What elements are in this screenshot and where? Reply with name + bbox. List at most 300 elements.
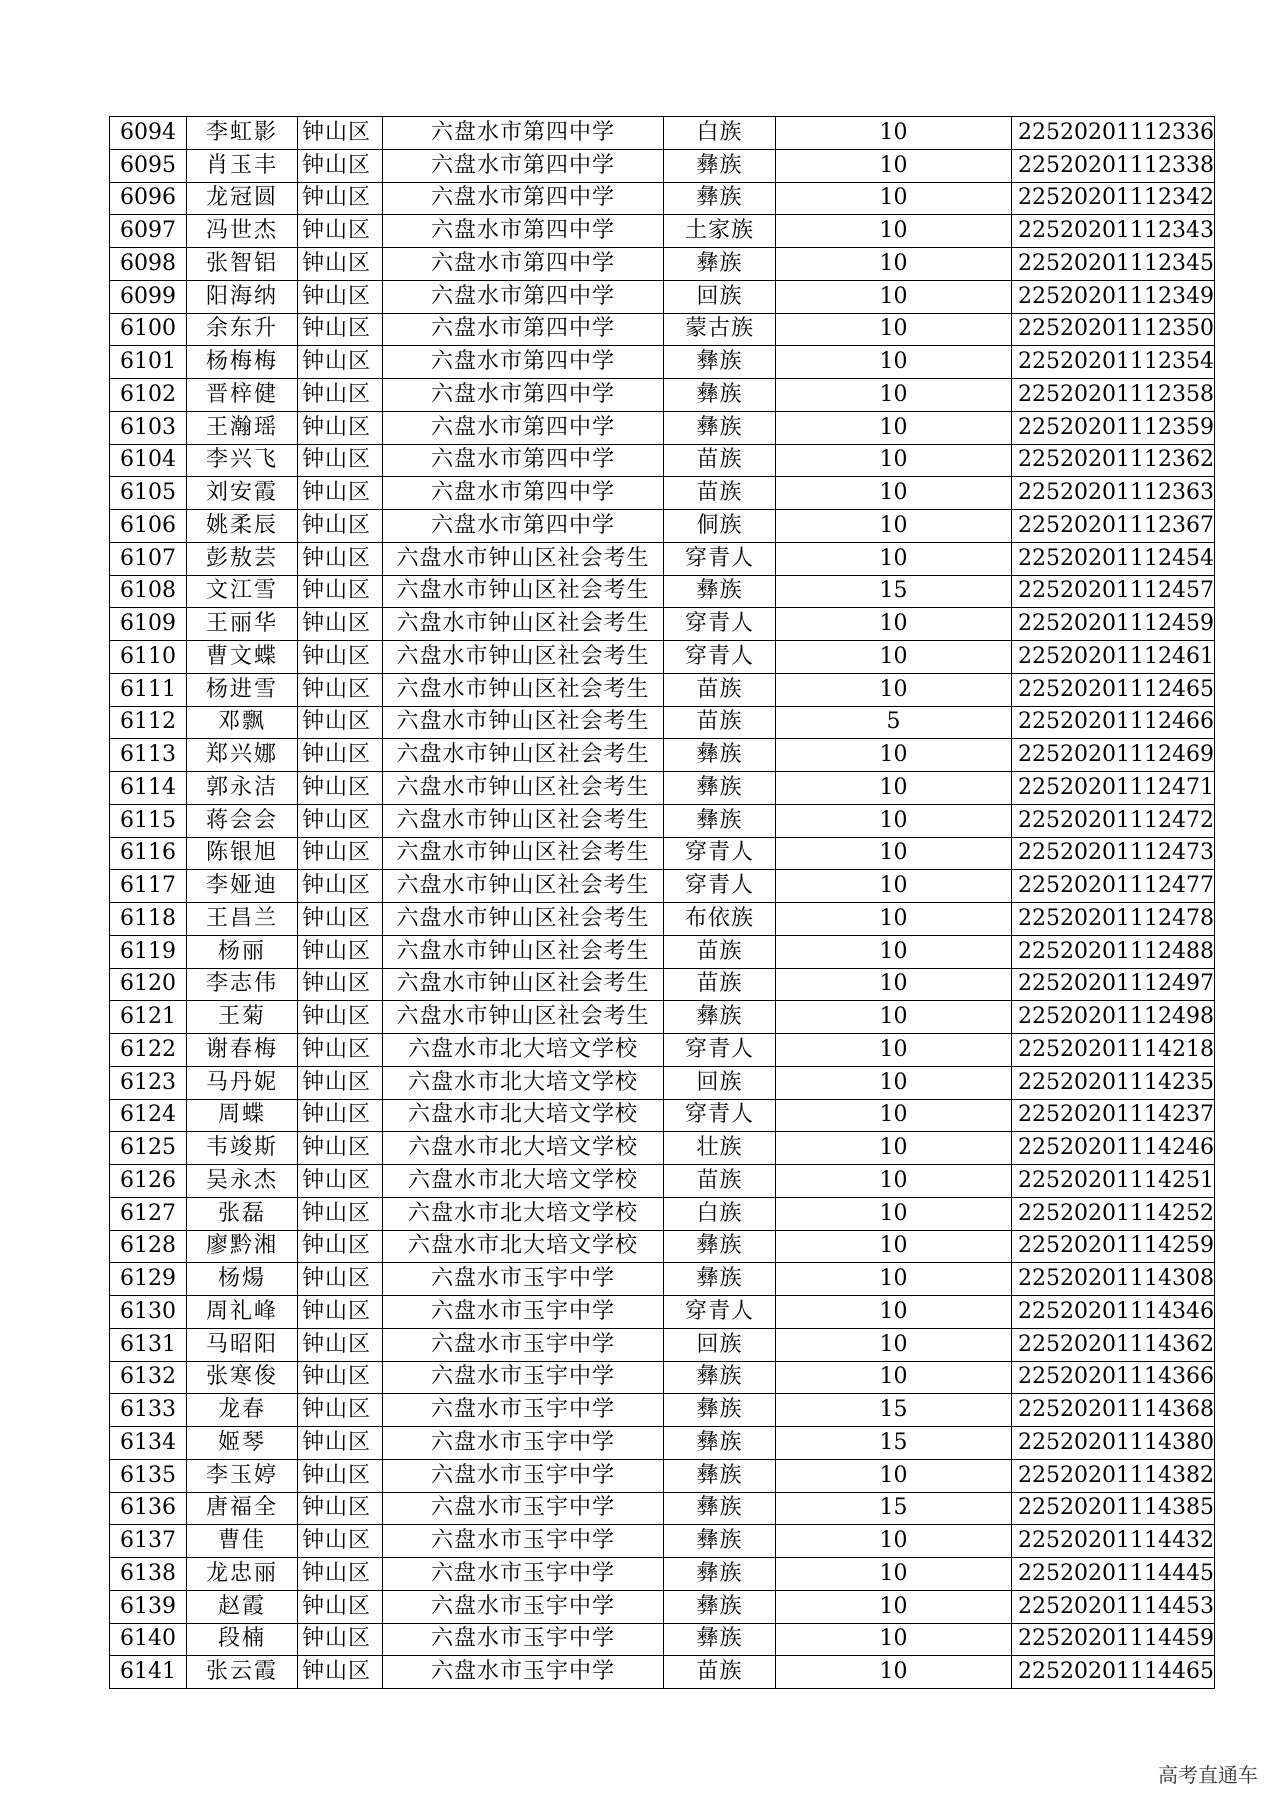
ethnicity-cell: 彝族 [664,1525,776,1558]
school-cell: 六盘水市钟山区社会考生 [383,542,664,575]
name-cell: 郑兴娜 [187,739,298,772]
school-cell: 六盘水市钟山区社会考生 [383,870,664,903]
school-cell: 六盘水市玉宇中学 [383,1394,664,1427]
school-cell: 六盘水市北大培文学校 [383,1034,664,1067]
score-cell: 10 [776,510,1012,543]
ethnicity-cell: 白族 [664,1197,776,1230]
exam-number-cell: 22520201112497 [1012,968,1215,1001]
name-cell: 陈银旭 [187,837,298,870]
exam-number-cell: 22520201112459 [1012,608,1215,641]
table-row [110,1165,1215,1198]
seq-cell: 6097 [110,215,187,248]
district-cell: 钟山区 [298,1525,383,1558]
exam-number-cell: 22520201112359 [1012,411,1215,444]
table-row [110,215,1215,248]
district-cell: 钟山区 [298,1328,383,1361]
school-cell: 六盘水市钟山区社会考生 [383,673,664,706]
school-cell: 六盘水市第四中学 [383,411,664,444]
table-row [110,1525,1215,1558]
table-row [110,772,1215,805]
exam-number-cell: 22520201112469 [1012,739,1215,772]
school-cell: 六盘水市钟山区社会考生 [383,1001,664,1034]
name-cell: 肖玉丰 [187,149,298,182]
ethnicity-cell: 苗族 [664,935,776,968]
school-cell: 六盘水市玉宇中学 [383,1427,664,1460]
seq-cell: 6115 [110,804,187,837]
score-cell: 10 [776,870,1012,903]
score-cell: 10 [776,444,1012,477]
table-row [110,608,1215,641]
name-cell: 马丹妮 [187,1066,298,1099]
score-cell: 10 [776,1165,1012,1198]
name-cell: 曹文蝶 [187,641,298,674]
score-cell: 10 [776,1034,1012,1067]
name-cell: 张智铝 [187,248,298,281]
seq-cell: 6099 [110,280,187,313]
district-cell: 钟山区 [298,149,383,182]
score-cell: 10 [776,673,1012,706]
exam-number-cell: 22520201112457 [1012,575,1215,608]
name-cell: 杨煬 [187,1263,298,1296]
district-cell: 钟山区 [298,411,383,444]
table-row [110,1328,1215,1361]
ethnicity-cell: 穿青人 [664,641,776,674]
exam-number-cell: 22520201112363 [1012,477,1215,510]
school-cell: 六盘水市第四中学 [383,444,664,477]
district-cell: 钟山区 [298,346,383,379]
exam-number-cell: 22520201112343 [1012,215,1215,248]
ethnicity-cell: 苗族 [664,444,776,477]
exam-number-cell: 22520201112465 [1012,673,1215,706]
district-cell: 钟山区 [298,215,383,248]
school-cell: 六盘水市第四中学 [383,313,664,346]
name-cell: 龙忠丽 [187,1558,298,1591]
score-cell: 10 [776,149,1012,182]
score-cell: 10 [776,1296,1012,1329]
exam-number-cell: 22520201112345 [1012,248,1215,281]
school-cell: 六盘水市第四中学 [383,182,664,215]
district-cell: 钟山区 [298,1263,383,1296]
exam-number-cell: 22520201112350 [1012,313,1215,346]
district-cell: 钟山区 [298,1394,383,1427]
name-cell: 王菊 [187,1001,298,1034]
name-cell: 周礼峰 [187,1296,298,1329]
ethnicity-cell: 彝族 [664,1590,776,1623]
table-row [110,379,1215,412]
seq-cell: 6114 [110,772,187,805]
school-cell: 六盘水市玉宇中学 [383,1590,664,1623]
name-cell: 李虹影 [187,117,298,150]
exam-number-cell: 22520201114259 [1012,1230,1215,1263]
exam-number-cell: 22520201114235 [1012,1066,1215,1099]
district-cell: 钟山区 [298,182,383,215]
district-cell: 钟山区 [298,1132,383,1165]
name-cell: 李娅迪 [187,870,298,903]
table-row [110,1361,1215,1394]
table-row [110,1558,1215,1591]
school-cell: 六盘水市第四中学 [383,149,664,182]
table-row [110,673,1215,706]
score-cell: 10 [776,1623,1012,1656]
ethnicity-cell: 蒙古族 [664,313,776,346]
seq-cell: 6106 [110,510,187,543]
score-cell: 10 [776,1099,1012,1132]
exam-number-cell: 22520201112354 [1012,346,1215,379]
ethnicity-cell: 穿青人 [664,1296,776,1329]
exam-number-cell: 22520201114368 [1012,1394,1215,1427]
score-cell: 10 [776,1361,1012,1394]
ethnicity-cell: 回族 [664,1328,776,1361]
table-row [110,477,1215,510]
table-row [110,1001,1215,1034]
seq-cell: 6136 [110,1492,187,1525]
score-cell: 10 [776,1525,1012,1558]
school-cell: 六盘水市钟山区社会考生 [383,903,664,936]
table-row [110,1459,1215,1492]
table-row [110,1263,1215,1296]
exam-number-cell: 22520201112478 [1012,903,1215,936]
name-cell: 彭敖芸 [187,542,298,575]
score-cell: 10 [776,1590,1012,1623]
exam-number-cell: 22520201114366 [1012,1361,1215,1394]
ethnicity-cell: 彝族 [664,804,776,837]
table-row [110,510,1215,543]
exam-number-cell: 22520201114251 [1012,1165,1215,1198]
score-cell: 10 [776,1132,1012,1165]
ethnicity-cell: 彝族 [664,411,776,444]
seq-cell: 6125 [110,1132,187,1165]
name-cell: 段楠 [187,1623,298,1656]
school-cell: 六盘水市第四中学 [383,280,664,313]
exam-number-cell: 22520201112367 [1012,510,1215,543]
seq-cell: 6100 [110,313,187,346]
ethnicity-cell: 穿青人 [664,608,776,641]
school-cell: 六盘水市玉宇中学 [383,1459,664,1492]
roster-table [109,116,1215,1689]
score-cell: 10 [776,772,1012,805]
name-cell: 晋梓健 [187,379,298,412]
school-cell: 六盘水市第四中学 [383,510,664,543]
seq-cell: 6135 [110,1459,187,1492]
exam-number-cell: 22520201112488 [1012,935,1215,968]
exam-number-cell: 22520201114308 [1012,1263,1215,1296]
seq-cell: 6113 [110,739,187,772]
score-cell: 10 [776,935,1012,968]
name-cell: 杨丽 [187,935,298,968]
seq-cell: 6118 [110,903,187,936]
seq-cell: 6107 [110,542,187,575]
name-cell: 李志伟 [187,968,298,1001]
seq-cell: 6098 [110,248,187,281]
exam-number-cell: 22520201114246 [1012,1132,1215,1165]
school-cell: 六盘水市第四中学 [383,215,664,248]
seq-cell: 6096 [110,182,187,215]
school-cell: 六盘水市玉宇中学 [383,1525,664,1558]
score-cell: 10 [776,477,1012,510]
score-cell: 10 [776,968,1012,1001]
name-cell: 张寒俊 [187,1361,298,1394]
name-cell: 刘安霞 [187,477,298,510]
table-row [110,346,1215,379]
score-cell: 10 [776,837,1012,870]
table-row [110,1394,1215,1427]
name-cell: 文江雪 [187,575,298,608]
score-cell: 15 [776,575,1012,608]
table-row [110,280,1215,313]
district-cell: 钟山区 [298,542,383,575]
exam-number-cell: 22520201112338 [1012,149,1215,182]
name-cell: 阳海纳 [187,280,298,313]
ethnicity-cell: 彝族 [664,739,776,772]
district-cell: 钟山区 [298,968,383,1001]
ethnicity-cell: 彝族 [664,182,776,215]
score-cell: 10 [776,1197,1012,1230]
name-cell: 张磊 [187,1197,298,1230]
school-cell: 六盘水市第四中学 [383,248,664,281]
exam-number-cell: 22520201114252 [1012,1197,1215,1230]
name-cell: 李兴飞 [187,444,298,477]
exam-number-cell: 22520201112471 [1012,772,1215,805]
seq-cell: 6101 [110,346,187,379]
score-cell: 10 [776,313,1012,346]
exam-number-cell: 22520201114385 [1012,1492,1215,1525]
table-row [110,804,1215,837]
name-cell: 蒋会会 [187,804,298,837]
seq-cell: 6110 [110,641,187,674]
seq-cell: 6095 [110,149,187,182]
table-row [110,739,1215,772]
score-cell: 10 [776,804,1012,837]
school-cell: 六盘水市第四中学 [383,379,664,412]
school-cell: 六盘水市第四中学 [383,477,664,510]
seq-cell: 6121 [110,1001,187,1034]
district-cell: 钟山区 [298,1558,383,1591]
table-row [110,870,1215,903]
exam-number-cell: 22520201112349 [1012,280,1215,313]
district-cell: 钟山区 [298,1459,383,1492]
district-cell: 钟山区 [298,837,383,870]
district-cell: 钟山区 [298,804,383,837]
score-cell: 10 [776,1656,1012,1689]
ethnicity-cell: 彝族 [664,1427,776,1460]
school-cell: 六盘水市玉宇中学 [383,1492,664,1525]
ethnicity-cell: 彝族 [664,575,776,608]
name-cell: 杨进雪 [187,673,298,706]
school-cell: 六盘水市钟山区社会考生 [383,935,664,968]
seq-cell: 6103 [110,411,187,444]
score-cell: 10 [776,608,1012,641]
school-cell: 六盘水市钟山区社会考生 [383,772,664,805]
table-row [110,1427,1215,1460]
district-cell: 钟山区 [298,1492,383,1525]
seq-cell: 6139 [110,1590,187,1623]
name-cell: 邓飘 [187,706,298,739]
school-cell: 六盘水市北大培文学校 [383,1230,664,1263]
school-cell: 六盘水市北大培文学校 [383,1165,664,1198]
district-cell: 钟山区 [298,935,383,968]
score-cell: 5 [776,706,1012,739]
score-cell: 10 [776,280,1012,313]
school-cell: 六盘水市第四中学 [383,117,664,150]
seq-cell: 6134 [110,1427,187,1460]
ethnicity-cell: 穿青人 [664,1099,776,1132]
seq-cell: 6141 [110,1656,187,1689]
district-cell: 钟山区 [298,1656,383,1689]
ethnicity-cell: 彝族 [664,1492,776,1525]
school-cell: 六盘水市北大培文学校 [383,1099,664,1132]
ethnicity-cell: 穿青人 [664,542,776,575]
table-row [110,706,1215,739]
seq-cell: 6122 [110,1034,187,1067]
score-cell: 10 [776,1263,1012,1296]
ethnicity-cell: 苗族 [664,477,776,510]
table-row [110,1623,1215,1656]
table-row [110,1590,1215,1623]
exam-number-cell: 22520201112342 [1012,182,1215,215]
exam-number-cell: 22520201114218 [1012,1034,1215,1067]
district-cell: 钟山区 [298,1296,383,1329]
name-cell: 龙冠圆 [187,182,298,215]
ethnicity-cell: 苗族 [664,673,776,706]
exam-number-cell: 22520201112498 [1012,1001,1215,1034]
seq-cell: 6102 [110,379,187,412]
table-row [110,1296,1215,1329]
district-cell: 钟山区 [298,1361,383,1394]
name-cell: 马昭阳 [187,1328,298,1361]
name-cell: 王昌兰 [187,903,298,936]
ethnicity-cell: 苗族 [664,1165,776,1198]
exam-number-cell: 22520201112472 [1012,804,1215,837]
score-cell: 10 [776,346,1012,379]
name-cell: 郭永洁 [187,772,298,805]
table-row [110,1492,1215,1525]
roster-body [110,117,1215,1689]
name-cell: 曹佳 [187,1525,298,1558]
name-cell: 张云霞 [187,1656,298,1689]
district-cell: 钟山区 [298,706,383,739]
table-row [110,641,1215,674]
ethnicity-cell: 侗族 [664,510,776,543]
name-cell: 龙春 [187,1394,298,1427]
district-cell: 钟山区 [298,870,383,903]
ethnicity-cell: 彝族 [664,1394,776,1427]
school-cell: 六盘水市玉宇中学 [383,1656,664,1689]
district-cell: 钟山区 [298,673,383,706]
seq-cell: 6138 [110,1558,187,1591]
exam-number-cell: 22520201114380 [1012,1427,1215,1460]
ethnicity-cell: 回族 [664,280,776,313]
ethnicity-cell: 回族 [664,1066,776,1099]
seq-cell: 6119 [110,935,187,968]
table-row [110,1656,1215,1689]
exam-number-cell: 22520201112358 [1012,379,1215,412]
table-row [110,313,1215,346]
exam-number-cell: 22520201114459 [1012,1623,1215,1656]
ethnicity-cell: 穿青人 [664,837,776,870]
district-cell: 钟山区 [298,280,383,313]
seq-cell: 6108 [110,575,187,608]
seq-cell: 6104 [110,444,187,477]
score-cell: 10 [776,1230,1012,1263]
school-cell: 六盘水市北大培文学校 [383,1066,664,1099]
district-cell: 钟山区 [298,1427,383,1460]
ethnicity-cell: 彝族 [664,1459,776,1492]
district-cell: 钟山区 [298,608,383,641]
district-cell: 钟山区 [298,379,383,412]
exam-number-cell: 22520201114382 [1012,1459,1215,1492]
ethnicity-cell: 穿青人 [664,1034,776,1067]
school-cell: 六盘水市钟山区社会考生 [383,804,664,837]
name-cell: 李玉婷 [187,1459,298,1492]
score-cell: 15 [776,1492,1012,1525]
exam-number-cell: 22520201114445 [1012,1558,1215,1591]
score-cell: 10 [776,248,1012,281]
ethnicity-cell: 彝族 [664,1230,776,1263]
seq-cell: 6131 [110,1328,187,1361]
ethnicity-cell: 苗族 [664,706,776,739]
district-cell: 钟山区 [298,1066,383,1099]
school-cell: 六盘水市钟山区社会考生 [383,739,664,772]
exam-number-cell: 22520201112466 [1012,706,1215,739]
seq-cell: 6105 [110,477,187,510]
exam-number-cell: 22520201112477 [1012,870,1215,903]
exam-number-cell: 22520201114453 [1012,1590,1215,1623]
ethnicity-cell: 彝族 [664,1623,776,1656]
school-cell: 六盘水市玉宇中学 [383,1361,664,1394]
district-cell: 钟山区 [298,903,383,936]
watermark: 高考直通车 [1158,1763,1258,1787]
seq-cell: 6126 [110,1165,187,1198]
table-row [110,935,1215,968]
score-cell: 15 [776,1427,1012,1460]
district-cell: 钟山区 [298,1034,383,1067]
ethnicity-cell: 彝族 [664,1001,776,1034]
table-row [110,903,1215,936]
score-cell: 10 [776,739,1012,772]
exam-number-cell: 22520201114362 [1012,1328,1215,1361]
score-cell: 10 [776,903,1012,936]
score-cell: 10 [776,117,1012,150]
score-cell: 10 [776,641,1012,674]
ethnicity-cell: 布依族 [664,903,776,936]
exam-number-cell: 22520201112336 [1012,117,1215,150]
ethnicity-cell: 彝族 [664,248,776,281]
exam-number-cell: 22520201114432 [1012,1525,1215,1558]
name-cell: 冯世杰 [187,215,298,248]
table-row [110,1066,1215,1099]
table-row [110,837,1215,870]
name-cell: 杨梅梅 [187,346,298,379]
school-cell: 六盘水市玉宇中学 [383,1558,664,1591]
ethnicity-cell: 彝族 [664,149,776,182]
name-cell: 姚柔辰 [187,510,298,543]
score-cell: 10 [776,1558,1012,1591]
ethnicity-cell: 彝族 [664,379,776,412]
district-cell: 钟山区 [298,1590,383,1623]
exam-number-cell: 22520201112454 [1012,542,1215,575]
table-row [110,182,1215,215]
seq-cell: 6094 [110,117,187,150]
name-cell: 韦竣斯 [187,1132,298,1165]
exam-number-cell: 22520201112473 [1012,837,1215,870]
table-row [110,1197,1215,1230]
ethnicity-cell: 白族 [664,117,776,150]
table-row [110,444,1215,477]
exam-number-cell: 22520201114237 [1012,1099,1215,1132]
score-cell: 10 [776,379,1012,412]
school-cell: 六盘水市钟山区社会考生 [383,837,664,870]
score-cell: 10 [776,215,1012,248]
